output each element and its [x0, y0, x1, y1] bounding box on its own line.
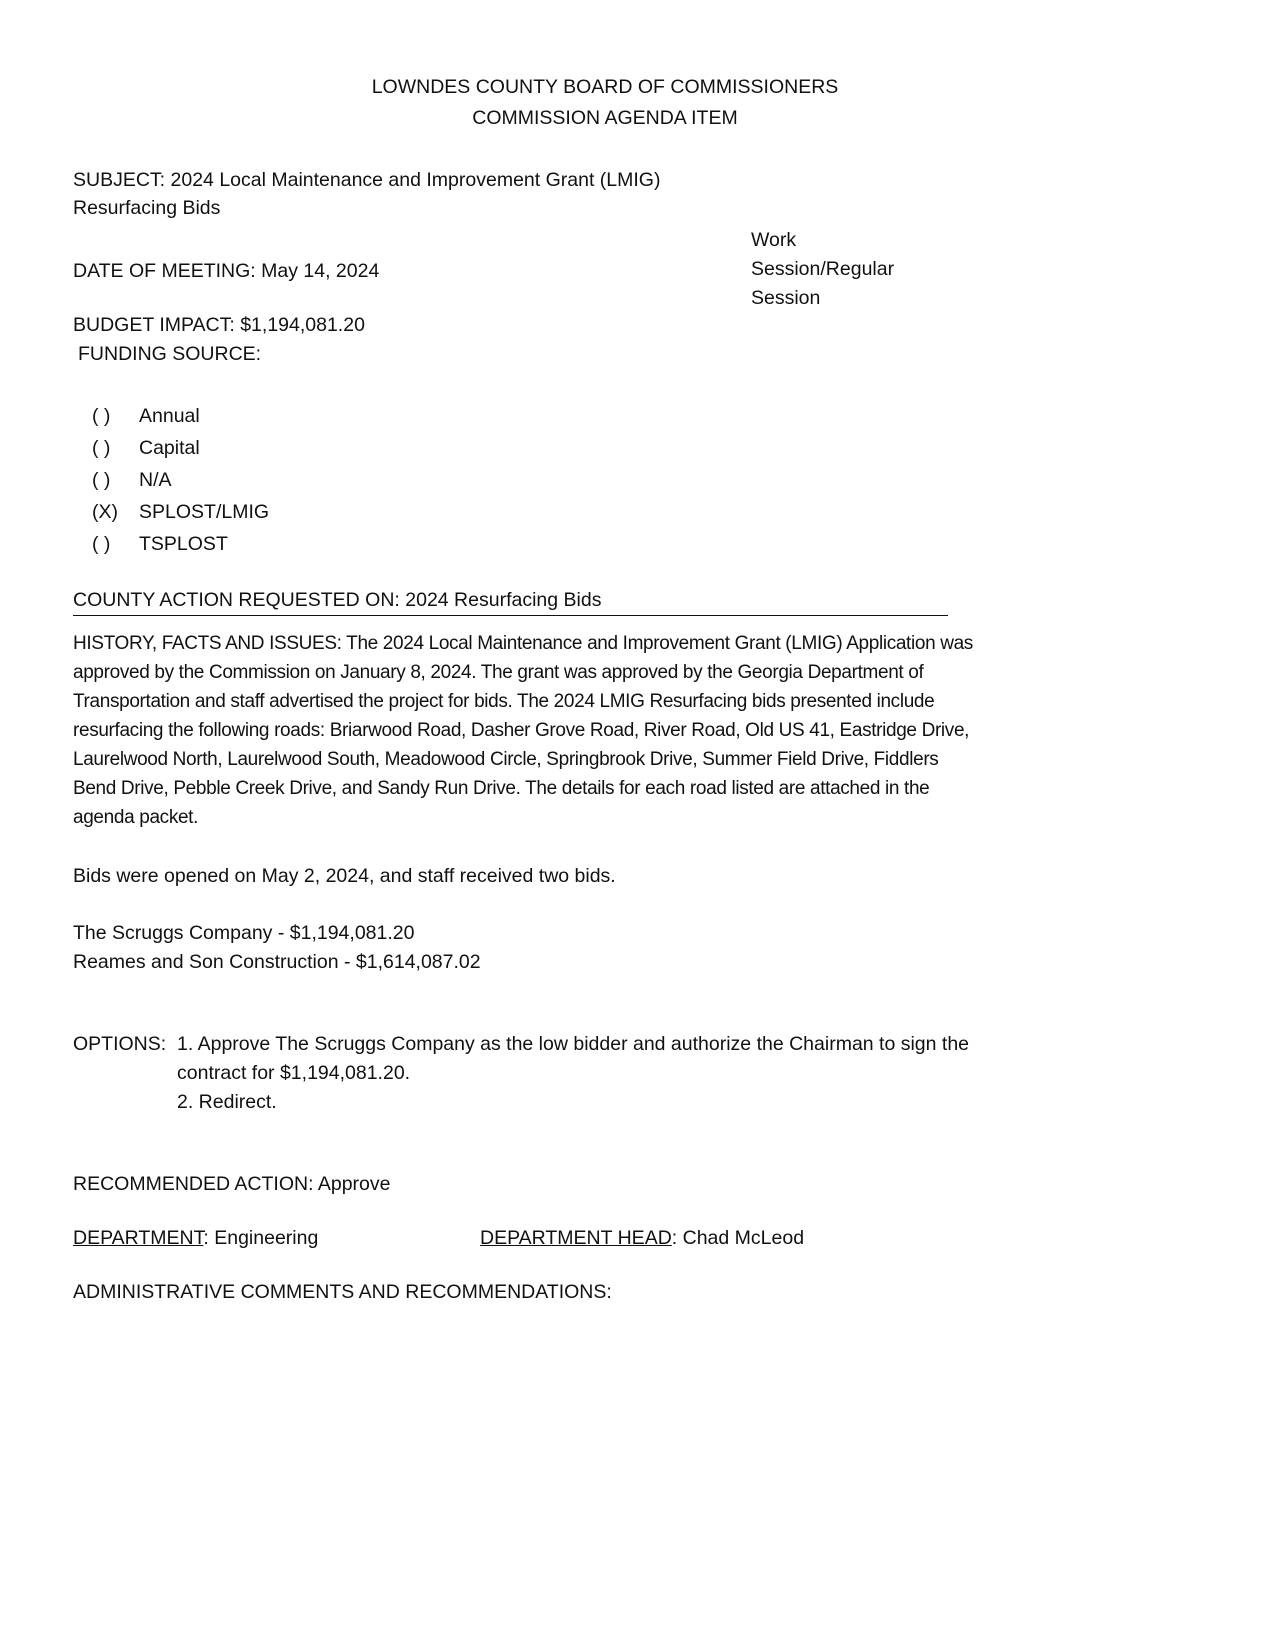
option-1-continued: contract for $1,194,081.20. [177, 1062, 411, 1084]
funding-option-mark: ( ) [92, 533, 111, 555]
bids-opened-text: Bids were opened on May 2, 2024, and staff received two bids. [73, 865, 616, 887]
department-head-value: : Chad McLeod [671, 1227, 805, 1249]
funding-option-label: N/A [139, 469, 172, 491]
history-line: agenda packet. [73, 807, 199, 828]
funding-source-label: FUNDING SOURCE: [78, 343, 262, 365]
department [73, 1224, 318, 1253]
bid-reames: Reames and Son Construction - $1,614,087.02 [73, 951, 481, 973]
history-facts-issues [73, 629, 973, 832]
divider-line [73, 615, 948, 616]
department-head-label: DEPARTMENT HEAD [480, 1227, 672, 1249]
department-label: DEPARTMENT [73, 1227, 204, 1249]
funding-option-mark: (X) [92, 501, 118, 523]
session-type-line-3: Session [751, 287, 821, 309]
history-line: resurfacing the following roads: Briarwood Road, Dasher Grove Road, River Road, Old US 41, Eastridge Drive, [73, 720, 970, 741]
funding-option-mark: ( ) [92, 469, 111, 491]
meeting-date: DATE OF MEETING: May 14, 2024 [73, 260, 380, 282]
history-line: Bend Drive, Pebble Creek Drive, and Sandy Run Drive. The details for each road listed are attached in the [73, 778, 930, 799]
options-label: OPTIONS: [73, 1033, 167, 1055]
header-subtitle: COMMISSION AGENDA ITEM [472, 107, 738, 129]
department-value: : Engineering [203, 1227, 319, 1249]
funding-option-label: Annual [139, 405, 200, 427]
history-line: approved by the Commission on January 8, 2024. The grant was approved by the Georgia Department of [73, 662, 924, 683]
funding-option-label: Capital [139, 437, 200, 459]
funding-option-label: TSPLOST [139, 533, 228, 555]
funding-option-mark: ( ) [92, 405, 111, 427]
history-line: Transportation and staff advertised the project for bids. The 2024 LMIG Resurfacing bids presented include [73, 691, 935, 712]
subject-line-1: SUBJECT: 2024 Local Maintenance and Improvement Grant (LMIG) [73, 169, 661, 191]
history-line: Laurelwood North, Laurelwood South, Meadowood Circle, Springbrook Drive, Summer Field Drive, Fiddlers [73, 749, 939, 770]
administrative-comments: ADMINISTRATIVE COMMENTS AND RECOMMENDATIONS: [73, 1281, 612, 1303]
option-2: 2. Redirect. [177, 1091, 277, 1113]
history-line: HISTORY, FACTS AND ISSUES: The 2024 Local Maintenance and Improvement Grant (LMIG) Application was [73, 633, 973, 654]
budget-impact: BUDGET IMPACT: $1,194,081.20 [73, 314, 365, 336]
department-head [480, 1224, 804, 1253]
bid-scruggs: The Scruggs Company - $1,194,081.20 [73, 922, 415, 944]
session-type-line-1: Work [751, 229, 797, 251]
funding-option-label: SPLOST/LMIG [139, 501, 270, 523]
subject-line-2: Resurfacing Bids [73, 197, 221, 219]
session-type-line-2: Session/Regular [751, 258, 895, 280]
county-action-requested: COUNTY ACTION REQUESTED ON: 2024 Resurfacing Bids [73, 589, 602, 611]
funding-option-mark: ( ) [92, 437, 111, 459]
option-1: 1. Approve The Scruggs Company as the low bidder and authorize the Chairman to sign the [177, 1033, 970, 1055]
recommended-action: RECOMMENDED ACTION: Approve [73, 1173, 391, 1195]
header-title: LOWNDES COUNTY BOARD OF COMMISSIONERS [371, 76, 839, 98]
